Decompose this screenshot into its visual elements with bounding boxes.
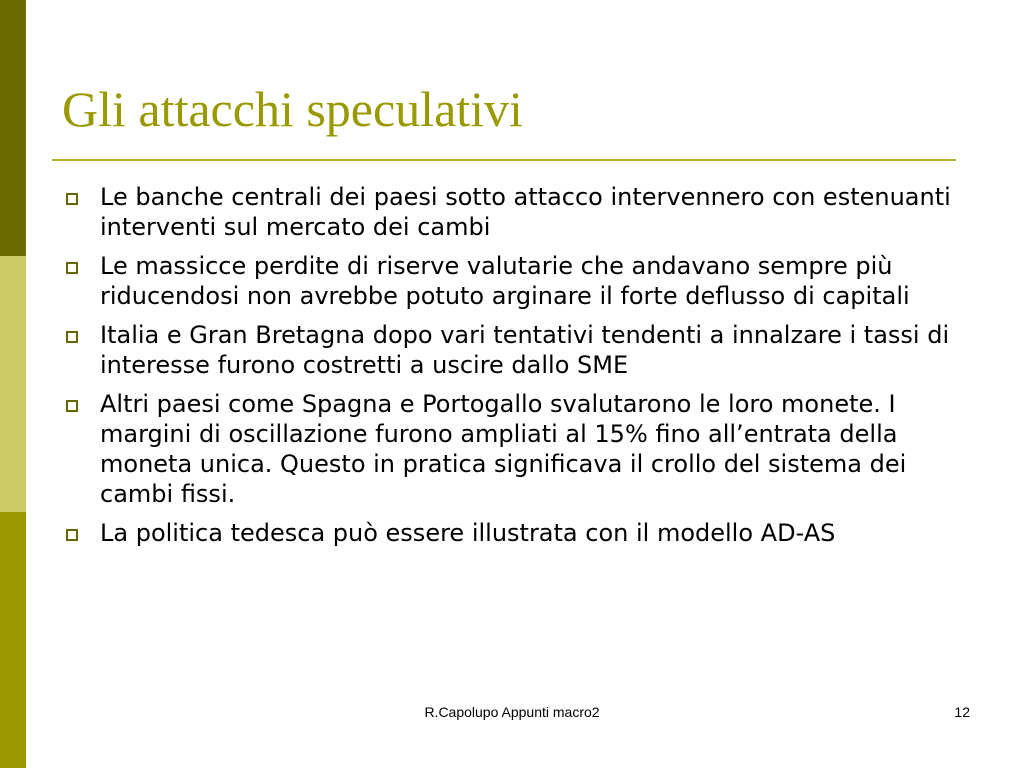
footer-text: R.Capolupo Appunti macro2 [424, 704, 600, 720]
hollow-square-icon [66, 400, 78, 412]
bullet-text: La politica tedesca può essere illustrata con il modello AD-AS [100, 519, 836, 547]
bullet-item [62, 518, 967, 548]
bullet-list [62, 182, 967, 557]
decorative-sidebar [0, 0, 26, 768]
bullet-item [62, 389, 967, 509]
slide-title: Gli attacchi speculativi [62, 81, 523, 137]
hollow-square-icon [66, 331, 78, 343]
sidebar-band-bottom [0, 512, 26, 768]
bullet-text: Italia e Gran Bretagna dopo vari tentativi tendenti a innalzare i tassi di interesse furono costretti a uscire dallo SME [100, 321, 950, 379]
hollow-square-icon [66, 193, 78, 205]
bullet-text: Le massicce perdite di riserve valutarie che andavano sempre più riducendosi non avrebbe potuto arginare il forte deflusso di capitali [100, 252, 910, 310]
bullet-text: Altri paesi come Spagna e Portogallo svalutarono le loro monete. I margini di oscillazione furono ampliati al 15% fino all’entrata della moneta unica. Questo in pratica significava il crollo del sistema dei cambi fissi. [100, 390, 907, 508]
bullet-item [62, 320, 967, 380]
sidebar-band-middle [0, 256, 26, 512]
bullet-item [62, 251, 967, 311]
bullet-item [62, 182, 967, 242]
bullet-text: Le banche centrali dei paesi sotto attacco intervennero con estenuanti interventi sul mercato dei cambi [100, 183, 951, 241]
title-divider [52, 159, 956, 161]
sidebar-band-top [0, 0, 26, 256]
page-number: 12 [954, 704, 970, 720]
hollow-square-icon [66, 262, 78, 274]
hollow-square-icon [66, 529, 78, 541]
